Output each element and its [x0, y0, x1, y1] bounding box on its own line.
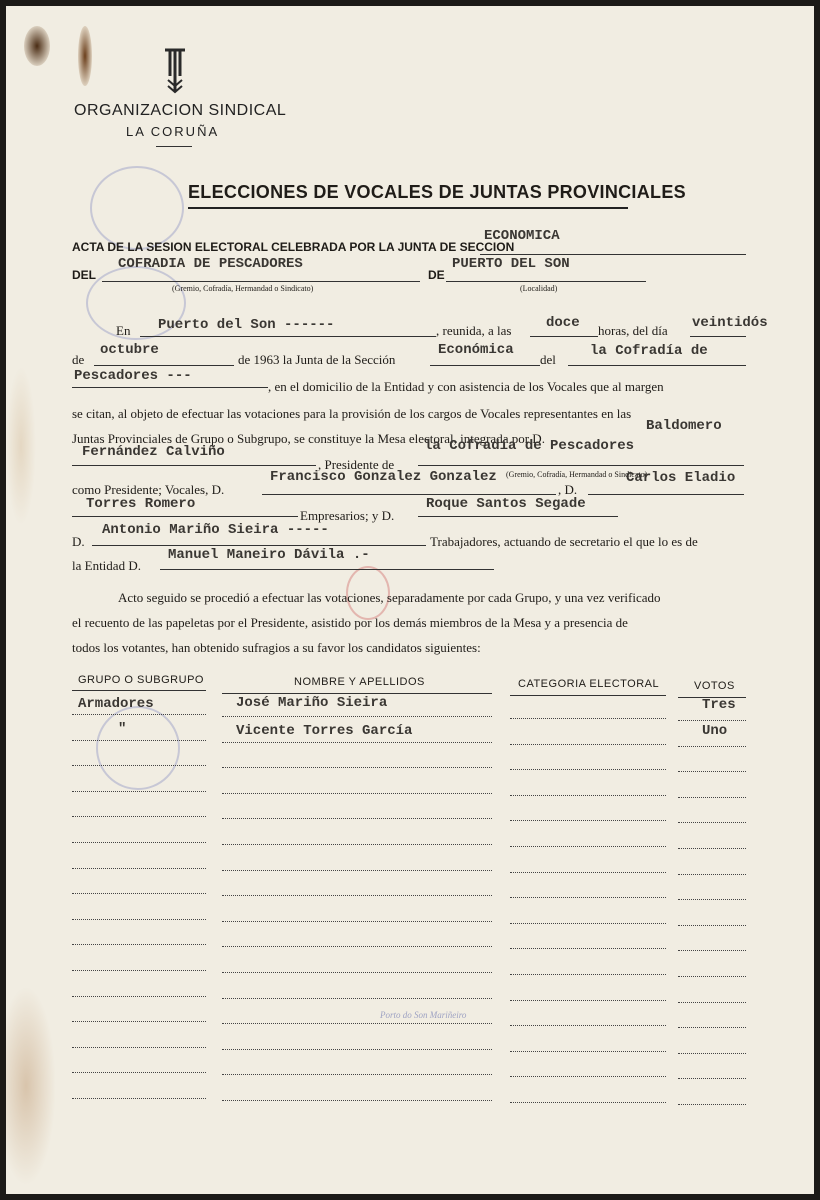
vocal4-value: Antonio Mariño Sieira ----- — [102, 522, 329, 538]
vocal2-value-a: Carlos Eladio — [626, 470, 736, 486]
localidad-value: PUERTO DEL SON — [452, 256, 570, 272]
secretario-value: Manuel Maneiro Dávila .- — [168, 547, 370, 563]
table-row-rule — [222, 921, 492, 922]
localidad-line — [446, 281, 646, 282]
de-label: DE — [428, 268, 445, 282]
organization-city: LA CORUÑA — [126, 124, 220, 139]
table-row-rule — [678, 1027, 746, 1028]
vocal3-line — [418, 516, 618, 517]
table-row-rule — [72, 919, 206, 920]
table-row-rule — [678, 1104, 746, 1105]
table-row-rule — [222, 767, 492, 768]
table-row-rule — [222, 1100, 492, 1101]
table-row-rule — [510, 872, 666, 873]
table-row-rule — [510, 923, 666, 924]
table-row-rule — [678, 771, 746, 772]
del-label: DEL — [72, 268, 96, 282]
votantes-text: todos los votantes, han obtenido sufragios a su favor los candidatos siguientes: — [72, 640, 481, 655]
table-row-rule — [72, 765, 206, 766]
table-row-rule — [222, 793, 492, 794]
lugar-value: Puerto del Son ------ — [158, 317, 335, 333]
table-row-rule — [678, 746, 746, 747]
horas-label: horas, del día — [598, 323, 668, 338]
table-row-rule — [72, 944, 206, 945]
entidad-value: COFRADIA DE PESCADORES — [118, 256, 303, 272]
table-row-rule — [72, 714, 206, 715]
stamp-ghost — [90, 166, 184, 250]
hora-value: doce — [546, 315, 580, 331]
entidad-body-line — [568, 365, 746, 366]
table-row-rule — [72, 1047, 206, 1048]
header-divider — [156, 146, 192, 147]
row2-grupo: " — [118, 721, 127, 737]
table-row-rule — [222, 818, 492, 819]
table-row-rule — [510, 974, 666, 975]
header-rule-grupo — [72, 690, 206, 691]
vocal2-value-b: Torres Romero — [86, 496, 196, 512]
year-label: de 1963 la Junta de la Sección — [238, 352, 396, 367]
reunida-label: , reunida, a las — [436, 323, 512, 338]
row2-nombre: Vicente Torres García — [236, 723, 413, 739]
rust-stain — [24, 26, 50, 66]
seccion-body-line — [430, 365, 540, 366]
recuento-text: el recuento de las papeletas por el Presidente, asistido por los demás miembros de la Mesa y a presencia de — [72, 615, 628, 630]
vocal-d-label: , D. — [558, 482, 578, 497]
entidad-hint: (Gremio, Cofradía, Hermandad o Sindicato) — [172, 284, 314, 293]
table-row-rule — [678, 720, 746, 721]
table-row-rule — [72, 970, 206, 971]
table-row-rule — [222, 1023, 492, 1024]
table-row-rule — [72, 868, 206, 869]
lugar-line — [140, 336, 436, 337]
table-row-rule — [678, 797, 746, 798]
table-row-rule — [72, 1098, 206, 1099]
entidad-body-value-a: la Cofradía de — [590, 343, 708, 359]
table-row-rule — [678, 925, 746, 926]
mes-line — [94, 365, 234, 366]
table-row-rule — [510, 1076, 666, 1077]
row1-nombre: José Mariño Sieira — [236, 695, 388, 711]
col-votos-header: VOTOS — [694, 680, 735, 692]
table-row-rule — [222, 972, 492, 973]
table-row-rule — [510, 846, 666, 847]
acto-seguido-text: Acto seguido se procedió a efectuar las votaciones, separadamente por cada Grupo, y una vez verificado — [118, 590, 661, 605]
table-row-rule — [72, 842, 206, 843]
table-row-rule — [510, 820, 666, 821]
table-row-rule — [678, 899, 746, 900]
votaciones-text: se citan, al objeto de efectuar las votaciones para la provisión de los cargos de Vocales representantes en las — [72, 406, 632, 421]
table-row-rule — [510, 1025, 666, 1026]
table-row-rule — [678, 1002, 746, 1003]
table-row-rule — [222, 998, 492, 999]
domicilio-text: , en el domicilio de la Entidad y con asistencia de los Vocales que al margen — [268, 379, 664, 394]
empresarios-label: Empresarios; y D. — [300, 508, 395, 523]
table-row-rule — [510, 718, 666, 719]
vocal1-line — [262, 494, 556, 495]
vocal4-line — [92, 545, 426, 546]
de-label-2: de — [72, 352, 85, 367]
table-row-rule — [72, 1021, 206, 1022]
title-underline — [188, 207, 628, 209]
table-row-rule — [510, 769, 666, 770]
water-stain — [6, 366, 36, 526]
table-row-rule — [678, 848, 746, 849]
table-row-rule — [222, 844, 492, 845]
table-row-rule — [678, 822, 746, 823]
rust-stain — [78, 26, 92, 86]
seccion-line — [480, 254, 746, 255]
table-row-rule — [222, 1074, 492, 1075]
table-row-rule — [72, 996, 206, 997]
presidente-line — [72, 465, 316, 466]
table-row-rule — [510, 1051, 666, 1052]
col-grupo-header: GRUPO O SUBGRUPO — [78, 674, 204, 686]
seccion-value: ECONOMICA — [484, 228, 560, 244]
table-row-rule — [510, 795, 666, 796]
secretario-line — [160, 569, 494, 570]
table-row-rule — [72, 893, 206, 894]
dia-line — [690, 336, 746, 337]
table-row-rule — [222, 1049, 492, 1050]
stamp-text: Porto do Son Mariñeiro — [380, 1010, 467, 1020]
vocal3-value: Roque Santos Segade — [426, 496, 586, 512]
table-row-rule — [72, 816, 206, 817]
organization-name: ORGANIZACION SINDICAL — [74, 102, 287, 119]
table-row-rule — [678, 1078, 746, 1079]
row2-votos: Uno — [702, 723, 728, 739]
header-rule-categoria — [510, 695, 666, 696]
en-label: En — [116, 323, 131, 338]
del-label-2: del — [540, 352, 556, 367]
seccion-body-value: Económica — [438, 342, 514, 358]
table-row-rule — [72, 1072, 206, 1073]
table-row-rule — [72, 740, 206, 741]
sindical-emblem-icon — [162, 46, 188, 96]
col-nombre-header: NOMBRE Y APELLIDOS — [294, 676, 425, 688]
entidad-d-label: la Entidad D. — [72, 558, 141, 573]
mesa-text: Juntas Provinciales de Grupo o Subgrupo, se constituye la Mesa electoral, integrada por D. — [72, 431, 545, 446]
vocal2-cont-line — [72, 516, 298, 517]
presidente-value-a: Baldomero — [646, 418, 722, 434]
table-row-rule — [222, 946, 492, 947]
entidad-line — [102, 281, 420, 282]
row1-grupo: Armadores — [78, 696, 154, 712]
table-row-rule — [510, 897, 666, 898]
localidad-hint: (Localidad) — [520, 284, 558, 293]
table-row-rule — [678, 976, 746, 977]
vocal2-line — [588, 494, 744, 495]
dia-value: veintidós — [692, 315, 768, 331]
presidente-entidad-hint: (Gremio, Cofradía, Hermandad o Sindicato) — [506, 470, 648, 479]
row1-votos: Tres — [702, 697, 736, 713]
presidente-de-label: , Presidente de — [318, 457, 395, 472]
table-row-rule — [222, 716, 492, 717]
table-row-rule — [510, 744, 666, 745]
acta-label: ACTA DE LA SESION ELECTORAL CELEBRADA POR LA JUNTA DE SECCION — [72, 240, 515, 254]
table-row-rule — [678, 874, 746, 875]
col-categoria-header: CATEGORIA ELECTORAL — [518, 678, 660, 690]
stamp-ghost — [96, 706, 180, 790]
table-row-rule — [222, 870, 492, 871]
table-row-rule — [678, 950, 746, 951]
table-row-rule — [678, 1053, 746, 1054]
d-label-3: D. — [72, 534, 85, 549]
entidad-body-value-b: Pescadores --- — [74, 368, 192, 384]
table-row-rule — [222, 742, 492, 743]
entidad-cont-line — [72, 387, 268, 388]
trabajadores-label: Trabajadores, actuando de secretario el que lo es de — [430, 534, 698, 549]
hora-line — [530, 336, 598, 337]
como-presidente-label: como Presidente; Vocales, D. — [72, 482, 225, 497]
document-page — [6, 6, 814, 1194]
mes-value: octubre — [100, 342, 159, 358]
presidente-entidad-value: la Cofradía de Pescadores — [424, 438, 635, 454]
table-row-rule — [72, 791, 206, 792]
header-rule-nombre — [222, 693, 492, 694]
presidente-value-b: Fernández Calviño — [82, 444, 225, 460]
water-stain — [6, 986, 56, 1186]
presidente-entidad-line — [418, 465, 744, 466]
table-row-rule — [510, 1000, 666, 1001]
document-title: ELECCIONES DE VOCALES DE JUNTAS PROVINCIALES — [188, 182, 686, 202]
table-row-rule — [510, 948, 666, 949]
vocal1-value: Francisco Gonzalez Gonzalez — [270, 469, 497, 485]
table-row-rule — [510, 1102, 666, 1103]
table-row-rule — [222, 895, 492, 896]
